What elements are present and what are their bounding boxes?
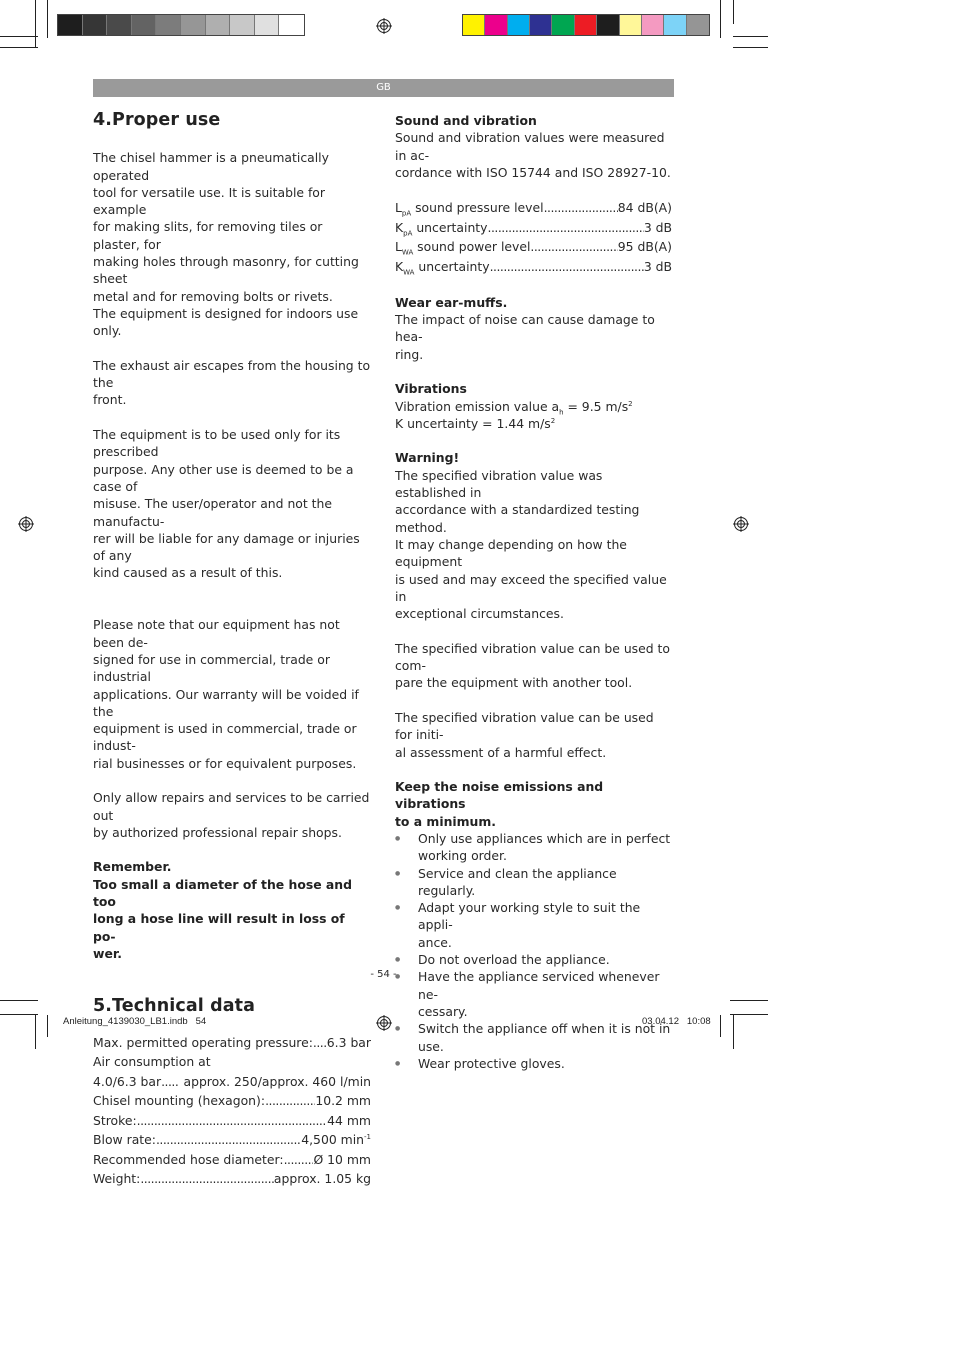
bullet-line: working order. [418, 848, 507, 864]
color-swatch [575, 15, 597, 35]
section-4-heading: 4.Proper use [93, 110, 221, 130]
proper-use-paragraph-4 [93, 616, 371, 772]
color-swatch [530, 15, 552, 35]
bullet-item [395, 1020, 672, 1055]
warning-heading: Warning! [395, 450, 460, 466]
text-line: making holes through masonry, for cutting sheet [93, 254, 359, 287]
spec-air-consumption: 4.0/6.3 bar ..... approx. 250/approx. 460 l/min [93, 1072, 371, 1092]
footer-date: 03.04.12 10:08 [642, 1016, 711, 1027]
color-swatch [664, 15, 686, 35]
language-code: GB [376, 82, 391, 93]
sound-vibration-text [395, 129, 672, 181]
text-line: Too small a diameter of the hose and too [93, 876, 352, 910]
spec-pressure: Max. permitted operating pressure: ..... 6.3 bar [93, 1033, 371, 1053]
warning-text [395, 467, 672, 623]
color-swatch [107, 15, 132, 35]
bullet-line: ● Service and clean the appliance regularly. [418, 865, 617, 898]
text-line: The specified vibration value can be used for initi- [395, 709, 654, 743]
text-line: rer will be liable for any damage or injuries of any [93, 530, 360, 564]
color-swatch [58, 15, 83, 35]
text-line: The equipment is designed for indoors use only. [93, 305, 359, 339]
compare-text [395, 640, 672, 692]
color-swatch [279, 15, 304, 35]
color-swatch [156, 15, 181, 35]
bullet-item [395, 865, 672, 900]
initial-assessment-text [395, 709, 672, 761]
text-line: The chisel hammer is a pneumatically operated [93, 150, 329, 183]
vibrations-heading: Vibrations [395, 381, 467, 397]
text-line: The specified vibration value can be used to com- [395, 640, 670, 674]
color-swatch [508, 15, 530, 35]
text-line: front. [93, 392, 127, 408]
text-line: tool for versatile use. It is suitable for example [93, 184, 325, 218]
color-swatch [463, 15, 485, 35]
noise-kpa: $K_{pA}$ uncertainty ..... 3 dB [395, 218, 672, 238]
color-swatch [206, 15, 231, 35]
text-line: metal and for removing bolts or rivets. [93, 288, 333, 304]
text-line: It may change depending on how the equipment [395, 536, 627, 570]
bullet-item [395, 1055, 672, 1072]
text-line: ring. [395, 346, 424, 362]
text-line: rial businesses or for equivalent purposes. [93, 755, 357, 771]
text-line: long a hose line will result in loss of po- [93, 911, 345, 944]
bullet-item [395, 899, 672, 951]
footer-file-info: Anleitung_4139030_LB1.indb 54 [63, 1016, 207, 1027]
bullet-line: ● Switch the appliance off when it is not in use. [418, 1021, 671, 1054]
registration-mark-bottom-icon [376, 1015, 392, 1031]
text-line: Keep the noise emissions and vibrations [395, 779, 604, 812]
vibration-uncertainty: K uncertainty = 1.44 $m/s^2$ [395, 415, 556, 431]
text-line: misuse. The user/operator and not the manufactu- [93, 496, 333, 529]
color-swatch [597, 15, 619, 35]
spec-stroke: Stroke: ..... 44 mm [93, 1111, 371, 1131]
text-line: The impact of noise can cause damage to hea- [395, 312, 655, 345]
text-line: al assessment of a harmful effect. [395, 744, 607, 760]
text-line: signed for use in commercial, trade or industrial [93, 651, 330, 685]
text-line: applications. Our warranty will be voided if the [93, 686, 359, 719]
color-swatch [687, 15, 709, 35]
grayscale-color-bar [57, 14, 305, 36]
text-line: wer. [93, 945, 122, 961]
earmuffs-text [395, 311, 672, 363]
text-line: The exhaust air escapes from the housing to the [93, 357, 371, 391]
spec-blow-rate: Blow rate: ..... 4,500 $\min^{-1}$ [93, 1130, 371, 1150]
text-line: kind caused as a result of this. [93, 565, 283, 581]
right-column [395, 112, 672, 1072]
registration-mark-right-icon [733, 516, 749, 532]
text-line: to a minimum. [395, 813, 497, 829]
vibration-emission-value: Vibration emission value $a_h = 9.5$ $m/s^2$ [395, 398, 633, 417]
text-line: is used and may exceed the specified value in [395, 571, 667, 604]
color-swatch [620, 15, 642, 35]
bullet-line: ● Adapt your working style to suit the appli- [418, 900, 641, 933]
proper-use-paragraph-1 [93, 149, 371, 339]
spec-chisel-mounting: Chisel mounting (hexagon): ..... 10.2 mm [93, 1091, 371, 1111]
left-column [93, 112, 371, 1189]
spec-weight: Weight: ..... approx. 1.05 kg [93, 1169, 371, 1189]
registration-mark-left-icon [18, 516, 34, 532]
keep-minimum-heading [395, 778, 672, 830]
bullet-item [395, 951, 672, 968]
text-line: exceptional circumstances. [395, 606, 564, 622]
text-line: accordance with a standardized testing method. [395, 502, 640, 535]
bullet-line: ● Wear protective gloves. [418, 1055, 565, 1071]
page-number: - 54 - [370, 969, 397, 980]
color-swatch [83, 15, 108, 35]
bullet-line: cessary. [418, 1003, 468, 1019]
text-line: purpose. Any other use is deemed to be a case of [93, 461, 354, 494]
bullet-item [395, 830, 672, 865]
text-line: Remember. [93, 859, 172, 875]
color-swatch [642, 15, 664, 35]
noise-lwa: $L_{WA}$ sound power level ..... 95 dB(A) [395, 237, 672, 257]
bullet-line: ● Have the appliance serviced whenever ne- [418, 969, 660, 1002]
sound-vibration-heading: Sound and vibration [395, 113, 537, 128]
color-swatch [132, 15, 157, 35]
registration-mark-top-icon [376, 18, 392, 34]
text-line: The equipment is to be used only for its prescribed [93, 427, 341, 460]
text-line: cordance with ISO 15744 and ISO 28927-10. [395, 164, 671, 180]
technical-data-list [93, 1033, 371, 1189]
color-swatch [181, 15, 206, 35]
bullet-line: ance. [418, 934, 452, 950]
color-swatch [230, 15, 255, 35]
text-line: Sound and vibration values were measured in ac- [395, 130, 665, 163]
proper-use-paragraph-2 [93, 357, 371, 409]
text-line: by authorized professional repair shops. [93, 824, 342, 840]
color-swatch [552, 15, 574, 35]
proper-use-paragraph-3 [93, 426, 371, 582]
spec-air-label: Air consumption at [93, 1054, 211, 1070]
text-line: equipment is used in commercial, trade or indust- [93, 721, 357, 754]
text-line: Only allow repairs and services to be carried out [93, 790, 370, 823]
color-swatch [255, 15, 280, 35]
bullet-line: ● Only use appliances which are in perfect [418, 830, 671, 846]
process-color-bar [462, 14, 710, 36]
text-line: pare the equipment with another tool. [395, 675, 633, 691]
earmuffs-heading: Wear ear-muffs. [395, 294, 508, 310]
color-swatch [485, 15, 507, 35]
noise-values-list [395, 198, 672, 276]
section-5-heading: 5.Technical data [93, 996, 255, 1017]
text-line: Please note that our equipment has not been de- [93, 617, 340, 650]
safety-bullet-list [395, 830, 672, 1072]
text-line: The specified vibration value was established in [395, 467, 603, 501]
spec-hose-diameter: Recommended hose diameter: ..... Ø 10 mm [93, 1150, 371, 1170]
bullet-line: ● Do not overload the appliance. [418, 952, 610, 968]
noise-kwa: $K_{WA}$ uncertainty ..... 3 dB [395, 257, 672, 277]
text-line: for making slits, for removing tiles or plaster, for [93, 219, 323, 252]
remember-note [93, 858, 371, 962]
noise-lpa: $L_{pA}$ sound pressure level ..... 84 dB(A) [395, 198, 672, 218]
proper-use-paragraph-5 [93, 789, 371, 841]
language-header-strip [93, 79, 674, 97]
